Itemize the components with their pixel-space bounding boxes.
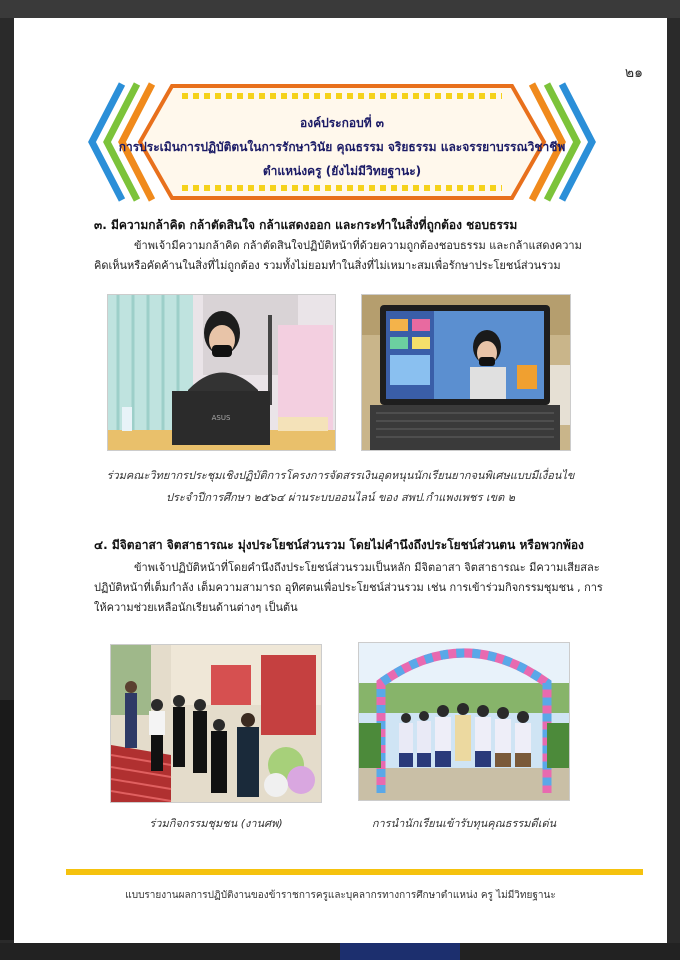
section-4-heading: ๔. มีจิตอาสา จิตสาธารณะ มุ่งประโยชน์ส่วนรวม โดยไม่คำนึงถึงประโยชน์ส่วนตน หรือพวกพ้อง — [94, 538, 584, 552]
section-3-body — [94, 236, 604, 276]
section-3-body-line2: คิดเห็นหรือคัดค้านในสิ่งที่ไม่ถูกต้อง รวมทั้งไม่ยอมทำในสิ่งที่ไม่เหมาะสมเพื่อรักษาประโยชน์ส่วนรวม — [94, 259, 561, 272]
photo-teacher-laptop-graphic — [108, 295, 335, 450]
page-footer: แบบรายงานผลการปฏิบัติงานของข้าราชการครูและบุคลากรทางการศึกษาตำแหน่ง ครู ไม่มีวิทยฐานะ — [125, 890, 556, 901]
left-edge — [0, 700, 14, 940]
photo-students-scholarship — [359, 643, 569, 800]
laptop-brand-label: ASUS — [211, 414, 231, 422]
section-3-heading: ๓. มีความกล้าคิด กล้าตัดสินใจ กล้าแสดงออก และกระทำในสิ่งที่ถูกต้อง ชอบธรรม — [94, 218, 518, 232]
document-page — [14, 18, 667, 943]
footer-rule — [66, 869, 643, 875]
section-4-body-line2: ปฏิบัติหน้าที่เต็มกำลัง เต็มความสามารถ อุทิศตนเพื่อประโยชน์ส่วนรวม เช่น การเข้าร่วมกิจกรรมชุมชน , การ — [94, 581, 603, 594]
photo-community-activity — [111, 645, 321, 802]
banner-title: องค์ประกอบที่ ๓ — [300, 116, 384, 130]
photo-teacher-laptop — [108, 295, 335, 450]
section-4-body-line1: ข้าพเจ้าปฏิบัติหน้าที่โดยคำนึงถึงประโยชน์ส่วนรวมเป็นหลัก มีจิตอาสา จิตสาธารณะ มีความเสียสละ — [134, 561, 600, 574]
section-4-caption-left: ร่วมกิจกรรมชุมชน (งานศพ) — [149, 817, 283, 830]
section-3-caption-line1: ร่วมคณะวิทยากรประชุมเชิงปฏิบัติการโครงการจัดสรรเงินอุดหนุนนักเรียนยากจนพิเศษแบบมีเงื่อนไข — [106, 469, 575, 482]
section-4-caption-right: การนำนักเรียนเข้ารับทุนคุณธรรมดีเด่น — [371, 817, 557, 830]
section-4-body — [94, 558, 604, 618]
section-4-body-line3: ให้ความช่วยเหลือนักเรียนด้านต่างๆ เป็นต้น — [94, 601, 298, 614]
photo-online-meeting-graphic — [362, 295, 570, 450]
bottom-strip — [0, 943, 680, 960]
section-3-caption-line2: ประจำปีการศึกษา ๒๕๖๔ ผ่านระบบออนไลน์ ของ สพป.กำแพงเพชร เขต ๒ — [165, 491, 516, 504]
banner-position: ตำแหน่งครู (ยังไม่มีวิทยฐานะ) — [262, 164, 422, 178]
photo-community-activity-graphic — [111, 645, 321, 802]
photo-online-meeting — [362, 295, 570, 450]
banner-subtitle: การประเมินการปฏิบัติตนในการรักษาวินัย คุณธรรม จริยธรรม และจรรยาบรรณวิชาชีพ — [118, 140, 566, 154]
photo-students-scholarship-graphic — [359, 643, 569, 800]
bottom-strip-block — [340, 943, 460, 960]
section-3-body-line1: ข้าพเจ้ามีความกล้าคิด กล้าตัดสินใจปฏิบัติหน้าที่ด้วยความถูกต้องชอบธรรม และกล้าแสดงความ — [134, 239, 582, 252]
top-strip — [0, 0, 680, 18]
page-number: ๒๑ — [624, 65, 643, 81]
section-banner — [82, 72, 602, 206]
